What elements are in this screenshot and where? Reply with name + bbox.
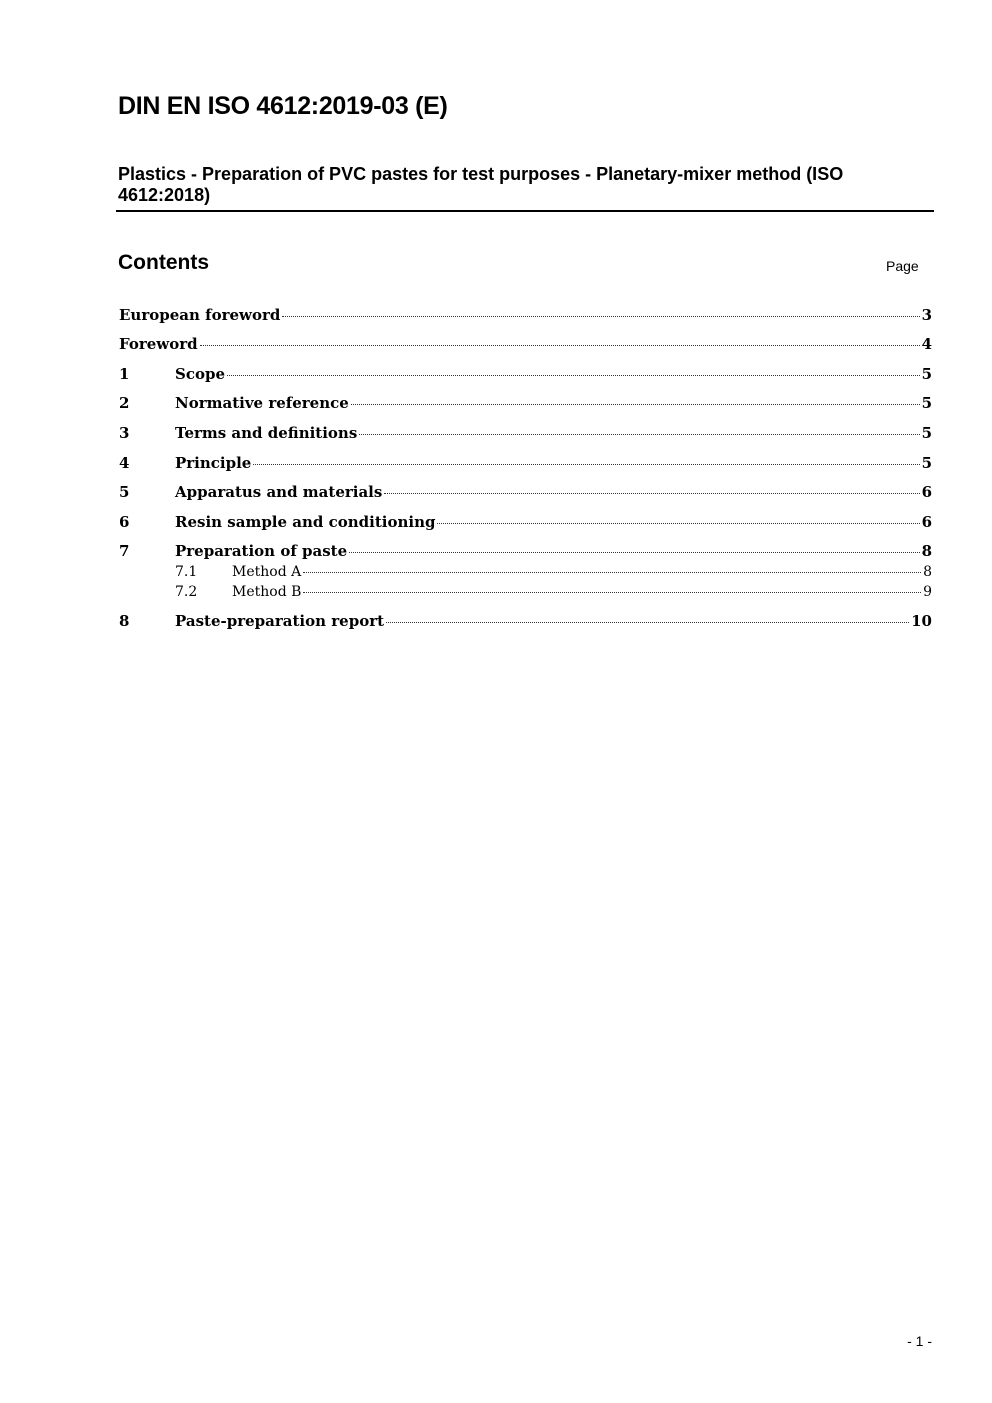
page-number: - 1 - [907, 1333, 932, 1349]
toc-entry-page: 6 [921, 483, 932, 501]
toc-entry-number: 5 [119, 483, 130, 501]
toc-entry-european-foreword[interactable] [119, 305, 932, 325]
toc-entry-foreword[interactable] [119, 334, 932, 354]
toc-entry-label: Paste-preparation report [175, 612, 385, 630]
toc-dot-leader [349, 552, 919, 553]
page-column-heading: Page [886, 258, 919, 274]
toc-entry-number: 7.2 [175, 584, 198, 600]
toc-entry-label: Method B [232, 584, 302, 600]
toc-dot-leader [253, 464, 919, 465]
toc-entry-number: 8 [119, 612, 130, 630]
toc-entry-page: 8 [923, 564, 932, 580]
toc-entry-label: Terms and definitions [175, 424, 358, 442]
toc-entry-page: 10 [911, 612, 932, 630]
toc-dot-leader [303, 572, 921, 573]
toc-entry-label: Method A [232, 564, 302, 580]
toc-entry-number: 2 [119, 394, 130, 412]
toc-entry-paste-preparation-report[interactable] [119, 611, 932, 631]
document-title: Plastics - Preparation of PVC pastes for test purposes - Planetary-mixer method (ISO 4612:2018) [118, 164, 844, 205]
toc-entry-terms-and-definitions[interactable] [119, 423, 932, 443]
toc-entry-number: 1 [119, 365, 130, 383]
toc-dot-leader [351, 404, 920, 405]
toc-dot-leader [282, 316, 919, 317]
toc-entry-label: European foreword [119, 306, 281, 324]
toc-entry-scope[interactable] [119, 364, 932, 384]
toc-entry-page: 3 [921, 306, 932, 324]
toc-entry-principle[interactable] [119, 453, 932, 473]
toc-dot-leader [303, 592, 921, 593]
toc-entry-resin-sample[interactable] [119, 512, 932, 532]
toc-entry-label: Normative reference [175, 394, 349, 412]
toc-entry-label: Apparatus and materials [175, 483, 383, 501]
toc-entry-apparatus-and-materials[interactable] [119, 482, 932, 502]
toc-entry-page: 5 [921, 394, 932, 412]
toc-entry-number: 7.1 [175, 564, 198, 580]
toc-entry-label: Foreword [119, 335, 198, 353]
toc-entry-method-b[interactable] [119, 583, 932, 601]
toc-entry-number: 4 [119, 454, 130, 472]
toc-entry-number: 7 [119, 542, 130, 560]
document-id: DIN EN ISO 4612:2019-03 (E) [118, 92, 448, 120]
toc-dot-leader [200, 345, 920, 346]
toc-entry-preparation-of-paste[interactable] [119, 541, 932, 561]
contents-heading: Contents [118, 251, 209, 274]
toc-entry-label: Principle [175, 454, 252, 472]
toc-entry-page: 5 [921, 424, 932, 442]
toc-entry-number: 6 [119, 513, 130, 531]
toc-entry-page: 6 [921, 513, 932, 531]
toc-dot-leader [227, 375, 920, 376]
toc-entry-page: 8 [921, 542, 932, 560]
toc-entry-page: 4 [921, 335, 932, 353]
toc-entry-method-a[interactable] [119, 563, 932, 581]
toc-entry-number: 3 [119, 424, 130, 442]
toc-entry-label: Scope [175, 365, 226, 383]
toc-entry-label: Preparation of paste [175, 542, 348, 560]
toc-dot-leader [437, 523, 919, 524]
toc-dot-leader [384, 493, 919, 494]
toc-dot-leader [386, 622, 909, 623]
toc-entry-page: 9 [923, 584, 932, 600]
toc-entry-normative-reference[interactable] [119, 393, 932, 413]
toc-entry-label: Resin sample and conditioning [175, 513, 436, 531]
toc-entry-page: 5 [921, 365, 932, 383]
toc-entry-page: 5 [921, 454, 932, 472]
title-divider [116, 210, 934, 212]
toc-dot-leader [359, 434, 919, 435]
